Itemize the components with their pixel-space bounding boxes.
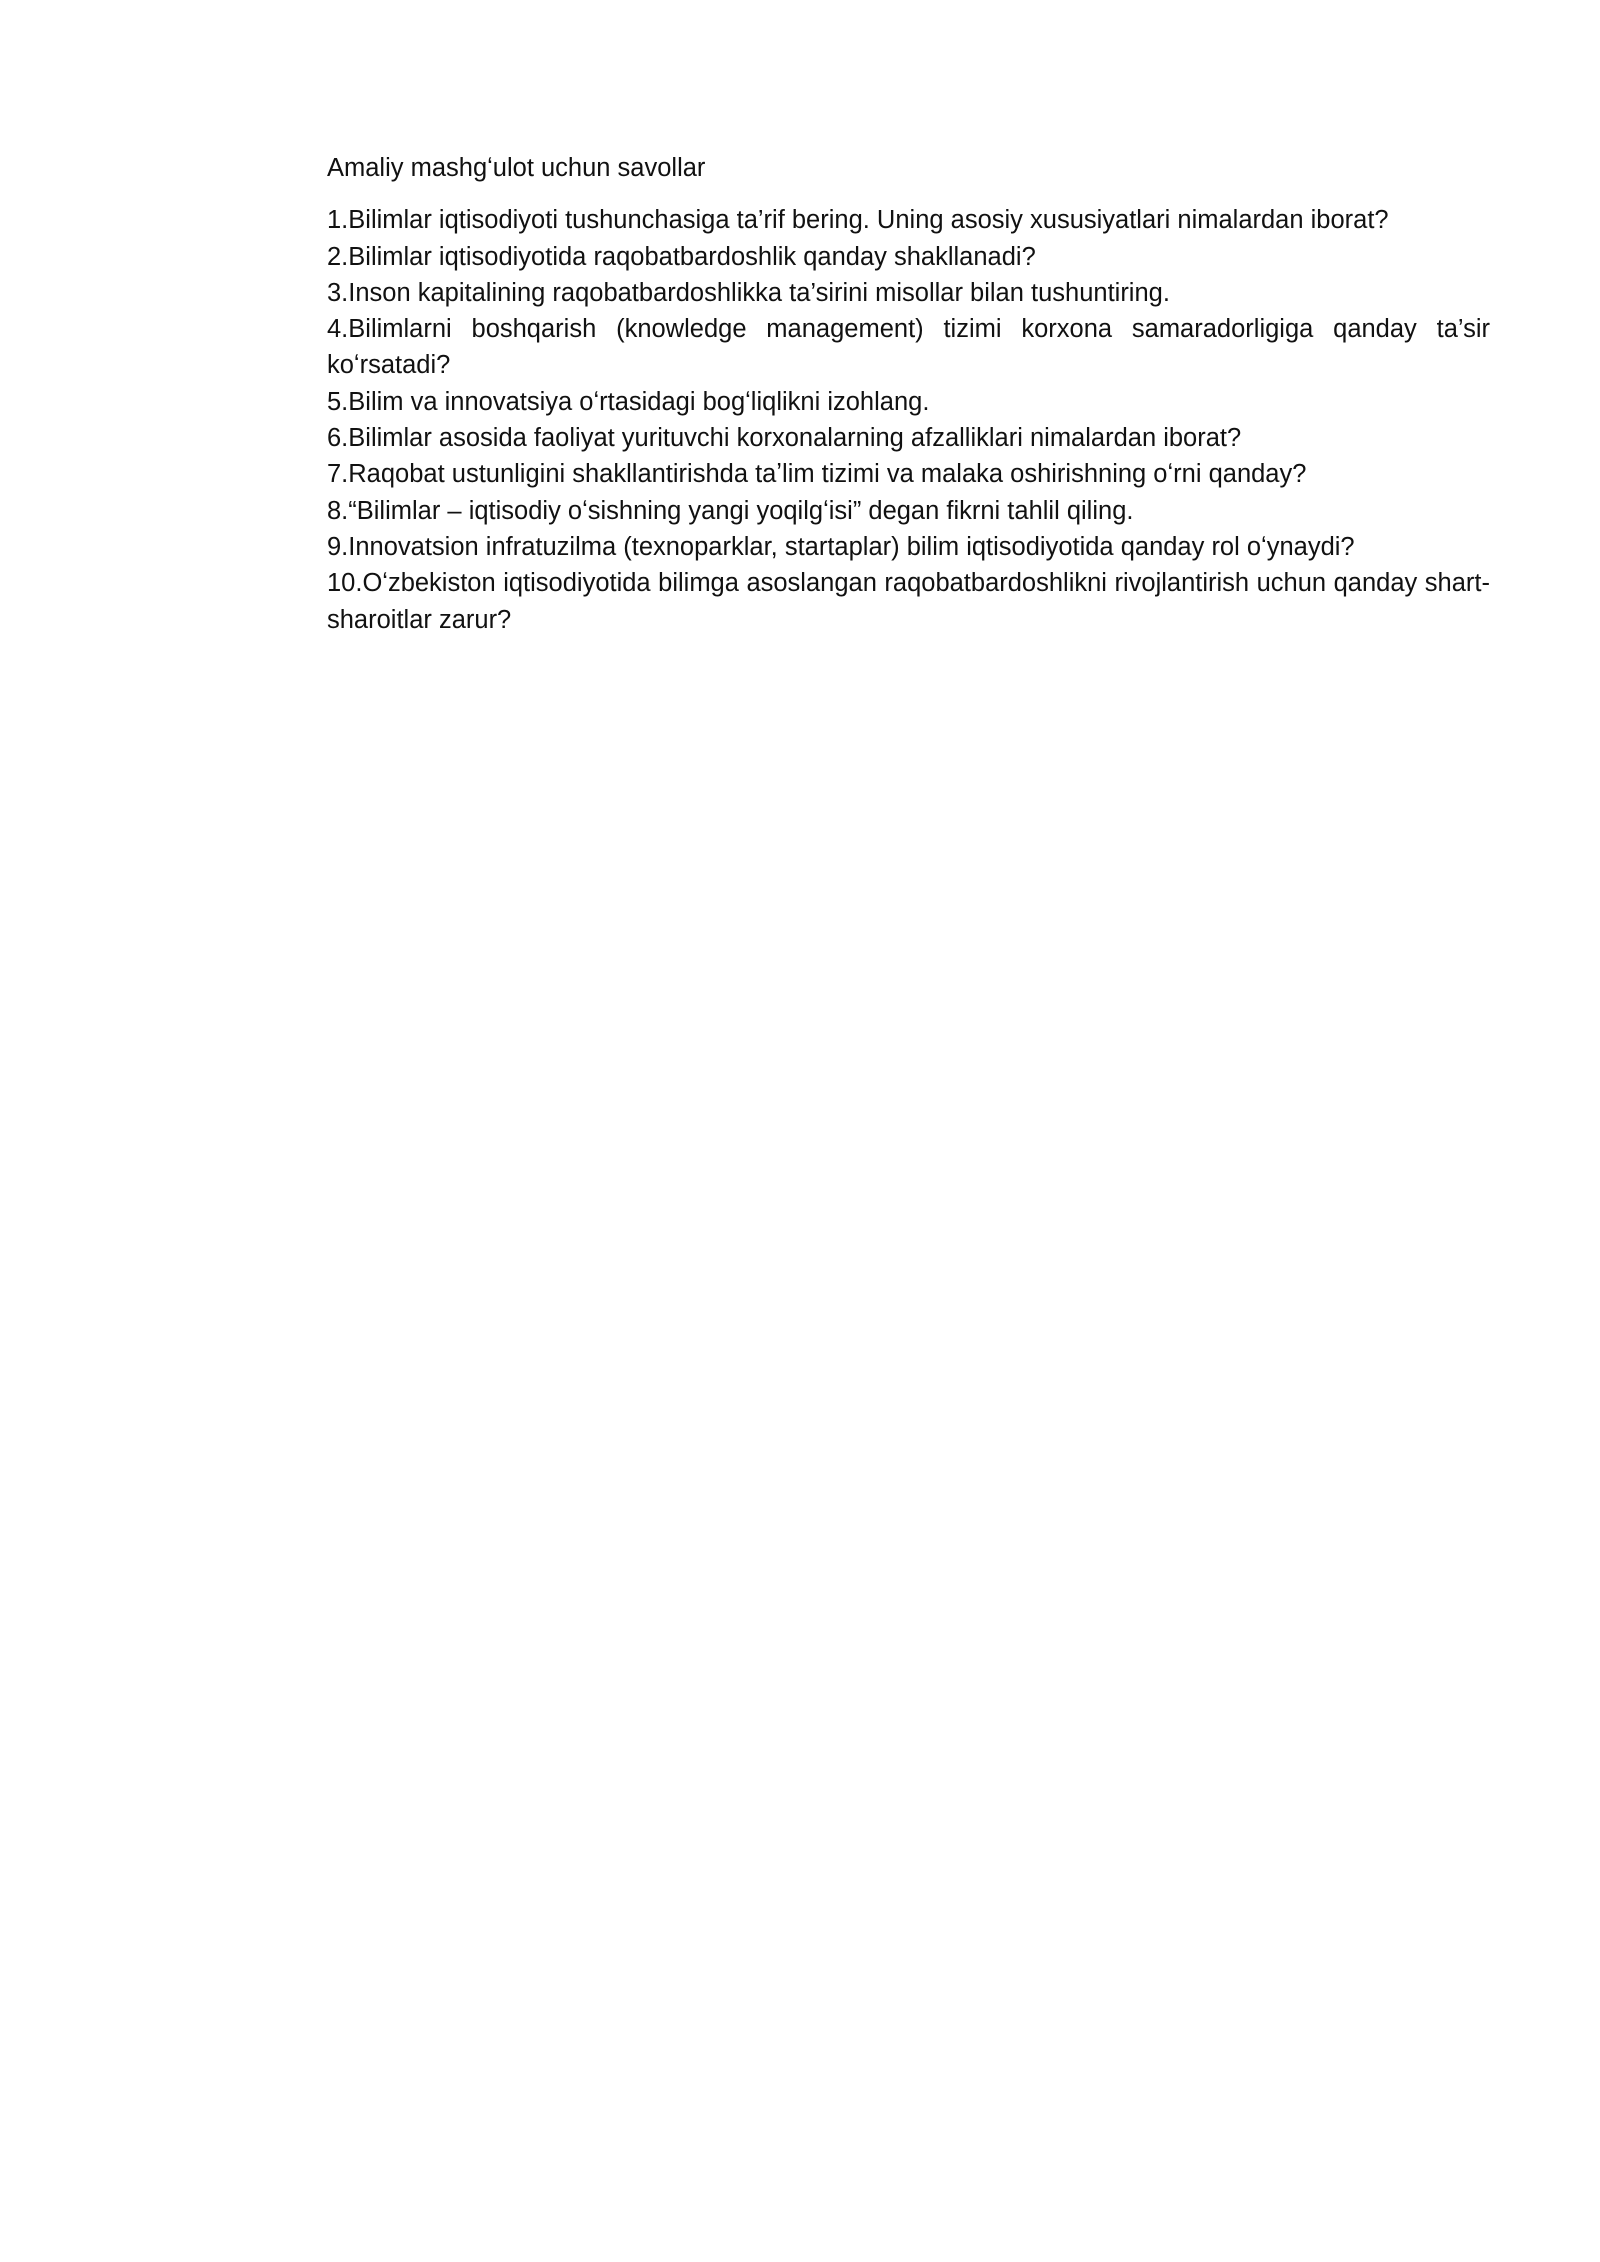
document-title: Amaliy mashgʻulot uchun savollar (327, 154, 706, 182)
question-item: 2.Bilimlar iqtisodiyotida raqobatbardoshlik qanday shakllanadi? (327, 242, 1036, 271)
question-item: 4.Bilimlarni boshqarish (knowledge management) tizimi korxona samaradorligiga qanday ta’sir koʻrsatadi? (327, 315, 1490, 380)
question-item: 7.Raqobat ustunligini shakllantirishda taʼlim tizimi va malaka oshirishning oʻrni qanday? (327, 460, 1307, 489)
question-item: 1.Bilimlar iqtisodiyoti tushunchasiga ta’rif bering. Uning asosiy xususiyatlari nimalardan iborat? (327, 206, 1389, 235)
question-item: 5.Bilim va innovatsiya oʻrtasidagi bogʻliqlikni izohlang. (327, 387, 930, 416)
question-item: 3.Inson kapitalining raqobatbardoshlikka ta’sirini misollar bilan tushuntiring. (327, 278, 1170, 307)
question-list (327, 202, 1490, 638)
question-item: 9.Innovatsion infratuzilma (texnoparklar, startaplar) bilim iqtisodiyotida qanday rol oʻynaydi? (327, 532, 1355, 561)
document-content (327, 150, 1490, 638)
question-item: 10.Oʻzbekiston iqtisodiyotida bilimga asoslangan raqobatbardoshlikni rivojlantirish uchun qanday shart-sharoitlar zarur? (327, 569, 1490, 634)
question-item: 8.“Bilimlar – iqtisodiy oʻsishning yangi yoqilgʻisi” degan fikrni tahlil qiling. (327, 496, 1134, 525)
question-item: 6.Bilimlar asosida faoliyat yurituvchi korxonalarning afzalliklari nimalardan iborat? (327, 424, 1242, 453)
